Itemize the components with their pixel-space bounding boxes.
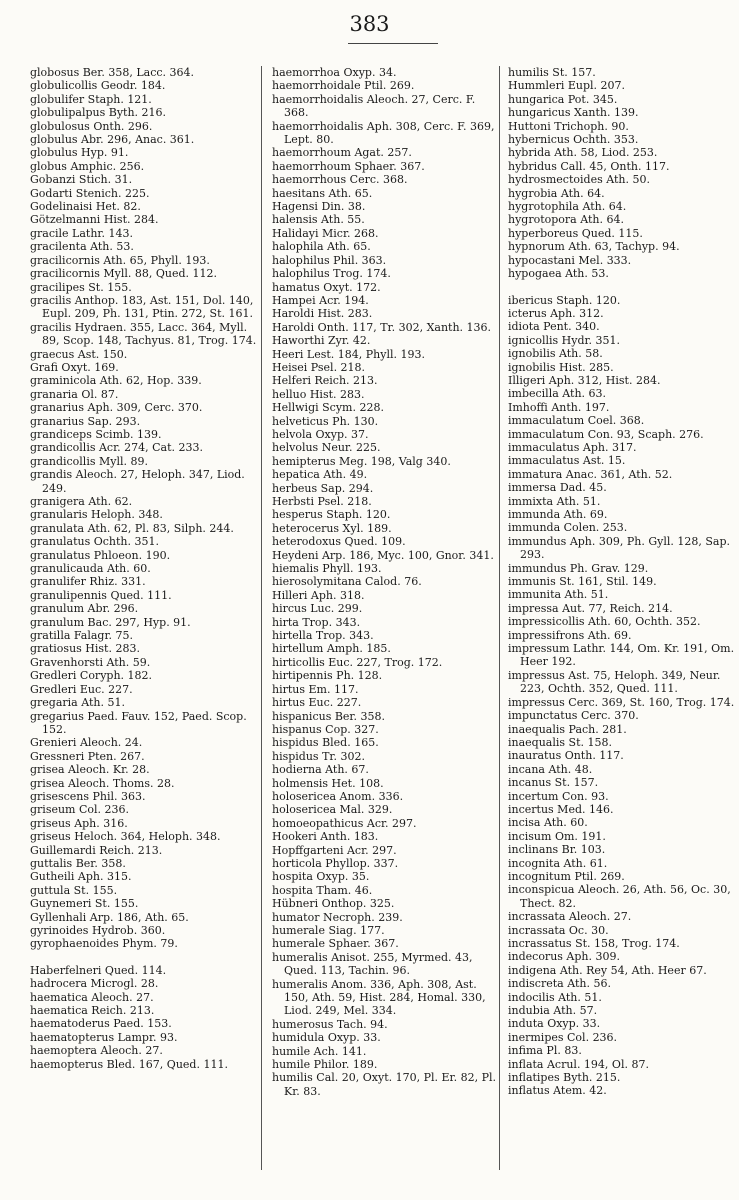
index-entry: ignobilis Hist. 285. — [508, 360, 614, 374]
index-entry: globulifer Staph. 121. — [30, 92, 152, 106]
index-entry: hadrocera Microgl. 28. — [30, 977, 159, 991]
index-entry: gracilenta Ath. 53. — [30, 240, 134, 254]
index-entry: Illigeri Aph. 312, Hist. 284. — [508, 373, 661, 387]
index-entry: immundus Ph. Grav. 129. — [508, 561, 649, 575]
index-entry: grandicollis Myll. 89. — [30, 454, 148, 468]
index-entry: halensis Ath. 55. — [272, 213, 365, 227]
index-entry: hypogaea Ath. 53. — [508, 267, 609, 281]
index-entry: granulipennis Qued. 111. — [30, 588, 172, 602]
index-entry: grisea Aleoch. Kr. 28. — [30, 763, 150, 777]
index-entry: granulicauda Ath. 60. — [30, 562, 151, 576]
index-entry: hirtus Em. 117. — [272, 682, 359, 696]
index-entry: incognita Ath. 61. — [508, 856, 608, 870]
index-entry: idiota Pent. 340. — [508, 320, 600, 334]
index-entry: incana Ath. 48. — [508, 762, 593, 776]
index-entry: granulata Ath. 62, Pl. 83, Silph. 244. — [30, 521, 234, 535]
index-entry: Gobanzi Stich. 31. — [30, 173, 133, 187]
index-entry: grandis Aleoch. 27, Heloph. 347, Liod. 249. — [30, 468, 245, 495]
index-entry: immunita Ath. 51. — [508, 588, 609, 602]
index-entry: impressus Cerc. 369, St. 160, Trog. 174. — [508, 695, 735, 709]
index-entry: hirticollis Euc. 227, Trog. 172. — [272, 655, 443, 669]
index-entry: Hampei Acr. 194. — [272, 293, 369, 307]
column-divider-2 — [499, 66, 500, 1170]
index-entry: Herbsti Psel. 218. — [272, 495, 372, 508]
index-entry: gregaria Ath. 51. — [30, 696, 125, 710]
index-entry: hispidus Bled. 165. — [272, 736, 379, 750]
index-entry: hungarica Pot. 345. — [508, 92, 618, 106]
index-entry: hierosolymitana Calod. 76. — [272, 575, 422, 589]
index-entry: guttula St. 155. — [30, 883, 118, 897]
index-entry: haemorrhoidalis Aph. 308, Cerc. F. 369, Lept. 80. — [272, 119, 495, 147]
index-column-2 — [272, 66, 502, 1098]
index-entry: ibericus Staph. 120. — [508, 293, 621, 307]
index-entry: hispidus Tr. 302. — [272, 749, 365, 763]
index-entry: humile Ach. 141. — [272, 1044, 367, 1058]
index-entry: hirtella Trop. 343. — [272, 629, 374, 643]
index-entry: incanus St. 157. — [508, 776, 599, 790]
index-entry: incognitum Ptil. 269. — [508, 869, 625, 883]
index-entry: icterus Aph. 312. — [508, 306, 604, 320]
page-number: 383 — [349, 12, 390, 36]
index-entry: infima Pl. 83. — [508, 1044, 582, 1058]
index-entry: Halidayi Micr. 268. — [272, 226, 379, 240]
index-entry: holosericea Mal. 329. — [272, 803, 393, 817]
header-rule — [348, 43, 438, 44]
index-entry: immaculatum Con. 93, Scaph. 276. — [508, 427, 704, 441]
index-entry: incertum Con. 93. — [508, 789, 609, 803]
index-entry: Imhoffi Anth. 197. — [508, 400, 610, 414]
index-entry: haemopterus Bled. 167, Qued. 111. — [30, 1057, 228, 1071]
index-entry: Gyllenhali Arp. 186, Ath. 65. — [30, 910, 189, 924]
index-entry: granularis Heloph. 348. — [30, 508, 163, 522]
index-entry: Gravenhorsti Ath. 59. — [30, 655, 151, 669]
index-entry: hygrotophila Ath. 64. — [508, 200, 627, 214]
index-entry: Heeri Lest. 184, Phyll. 193. — [272, 347, 425, 361]
index-entry: immatura Anac. 361, Ath. 52. — [508, 467, 673, 481]
index-entry: hypnorum Ath. 63, Tachyp. 94. — [508, 240, 680, 254]
index-entry: impunctatus Cerc. 370. — [508, 709, 639, 723]
index-entry: griseus Aph. 316. — [30, 816, 128, 830]
index-entry: inflata Acrul. 194, Ol. 87. — [508, 1057, 649, 1071]
index-entry: humilis Cal. 20, Oxyt. 170, Pl. Er. 82, Pl. Kr. 83. — [272, 1071, 497, 1098]
index-entry: hygrobia Ath. 64. — [508, 186, 605, 200]
index-entry: helveticus Ph. 130. — [272, 414, 379, 428]
index-entry: imbecilla Ath. 63. — [508, 387, 607, 401]
index-entry: immundus Aph. 309, Ph. Gyll. 128, Sap. 293. — [508, 534, 730, 562]
index-entry: gracile Lathr. 143. — [30, 226, 133, 240]
index-entry: hispanus Cop. 327. — [272, 722, 379, 736]
index-entry: induta Oxyp. 33. — [508, 1017, 601, 1031]
index-entry: horticola Phyllop. 337. — [272, 856, 399, 870]
index-entry: globulosus Onth. 296. — [30, 119, 153, 133]
index-entry: Haroldi Hist. 283. — [272, 307, 373, 321]
index-entry: impressa Aut. 77, Reich. 214. — [508, 601, 673, 615]
index-entry: inconspicua Aleoch. 26, Ath. 56, Oc. 30, Thect. 82. — [508, 883, 731, 910]
index-entry: gracilis Anthop. 183, Ast. 151, Dol. 140, Eupl. 209, Ph. 131, Ptin. 272, St. 161. — [30, 293, 254, 321]
index-entry: haesitans Ath. 65. — [272, 186, 373, 200]
index-entry: Godelinaisi Het. 82. — [30, 200, 141, 214]
index-entry: Heisei Psel. 218. — [272, 360, 366, 374]
index-entry: grisea Aleoch. Thoms. 28. — [30, 776, 175, 790]
index-entry: Hookeri Anth. 183. — [272, 830, 379, 844]
index-entry: grandicollis Acr. 274, Cat. 233. — [30, 441, 203, 455]
index-entry: indiscreta Ath. 56. — [508, 977, 611, 991]
index-entry: incrassata Aleoch. 27. — [508, 910, 632, 924]
index-entry: Huttoni Trichoph. 90. — [508, 119, 629, 133]
index-entry: granigera Ath. 62. — [30, 495, 133, 508]
index-entry: Hellwigi Scym. 228. — [272, 401, 384, 415]
index-entry: humidula Oxyp. 33. — [272, 1031, 381, 1045]
index-entry: incisum Om. 191. — [508, 829, 606, 843]
index-entry: Haberfelneri Qued. 114. — [30, 963, 167, 977]
index-entry: gratilla Falagr. 75. — [30, 629, 133, 643]
index-entry: granulifer Rhiz. 331. — [30, 575, 146, 589]
index-entry: immaculatus Ast. 15. — [508, 454, 626, 468]
index-entry: inermipes Col. 236. — [508, 1030, 618, 1044]
index-entry: Haroldi Onth. 117, Tr. 302, Xanth. 136. — [272, 320, 492, 334]
index-entry: gratiosus Hist. 283. — [30, 642, 140, 656]
index-entry: incrassatus St. 158, Trog. 174. — [508, 937, 680, 950]
index-entry: haematoderus Paed. 153. — [30, 1017, 172, 1031]
index-entry: inflatus Atem. 42. — [508, 1084, 607, 1098]
index-entry: globus Amphic. 256. — [30, 159, 145, 173]
index-entry: haematica Reich. 213. — [30, 1004, 155, 1018]
index-entry: immaculatus Aph. 317. — [508, 440, 637, 454]
index-entry: Haworthi Zyr. 42. — [272, 334, 371, 348]
index-entry: haemorrhoidalis Aleoch. 27, Cerc. F. 368. — [272, 92, 476, 120]
index-entry: gracilipes St. 155. — [30, 280, 132, 294]
index-entry: haemoptera Aleoch. 27. — [30, 1044, 163, 1058]
index-entry: haemorrhoum Agat. 257. — [272, 146, 412, 160]
index-entry: inauratus Onth. 117. — [508, 749, 624, 763]
index-entry: gracilicornis Ath. 65, Phyll. 193. — [30, 253, 210, 267]
index-entry: Guynemeri St. 155. — [30, 897, 139, 911]
index-entry: inaequalis St. 158. — [508, 735, 612, 749]
index-entry: Helferi Reich. 213. — [272, 374, 378, 388]
index-entry: herbeus Sap. 294. — [272, 481, 374, 495]
index-entry: hypocastani Mel. 333. — [508, 253, 632, 267]
index-entry: heterodoxus Qued. 109. — [272, 535, 406, 549]
index-entry: haemorrhoidale Ptil. 269. — [272, 79, 415, 93]
index-entry: Gredleri Euc. 227. — [30, 682, 133, 696]
index-entry: hyperboreus Qued. 115. — [508, 226, 643, 240]
index-entry: Gutheili Aph. 315. — [30, 870, 132, 884]
index-entry: gyrinoides Hydrob. 360. — [30, 924, 166, 937]
index-entry: humeralis Anisot. 255, Myrmed. 43, Qued. 113, Tachin. 96. — [272, 950, 473, 978]
index-entry: hircus Luc. 299. — [272, 602, 363, 616]
index-entry: granulatus Phloeon. 190. — [30, 548, 171, 562]
index-entry: hamatus Oxyt. 172. — [272, 280, 381, 294]
index-entry: immixta Ath. 51. — [508, 494, 601, 508]
index-entry: granarius Sap. 293. — [30, 414, 141, 428]
index-entry: globulicollis Geodr. 184. — [30, 79, 166, 93]
index-entry: guttalis Ber. 358. — [30, 856, 126, 870]
index-entry: hirtipennis Ph. 128. — [272, 669, 383, 683]
index-entry: humerale Siag. 177. — [272, 924, 385, 937]
index-entry: Götzelmanni Hist. 284. — [30, 213, 159, 227]
index-entry: humilis St. 157. — [508, 66, 596, 79]
index-column-3 — [508, 66, 738, 1098]
index-entry: humeralis Anom. 336, Aph. 308, Ast. 150, Ath. 59, Hist. 284, Homal. 330, Liod. 249, Mel. 334. — [272, 977, 486, 1018]
index-entry: granulum Bac. 297, Hyp. 91. — [30, 615, 191, 629]
index-entry: hirtus Euc. 227. — [272, 696, 362, 710]
index-entry: Grenieri Aleoch. 24. — [30, 736, 143, 750]
index-entry: hispanicus Ber. 358. — [272, 709, 385, 723]
index-entry: holmensis Het. 108. — [272, 776, 384, 790]
index-entry: gracilicornis Myll. 88, Qued. 112. — [30, 267, 217, 281]
index-entry: hungaricus Xanth. 139. — [508, 106, 639, 120]
index-entry: incertus Med. 146. — [508, 802, 614, 816]
index-entry: Heydeni Arp. 186, Myc. 100, Gnor. 341. — [272, 548, 494, 562]
index-entry: humerale Sphaer. 367. — [272, 937, 399, 951]
index-entry: indigena Ath. Rey 54, Ath. Heer 67. — [508, 963, 707, 977]
index-entry: globosus Ber. 358, Lacc. 364. — [30, 66, 195, 79]
index-entry: haematopterus Lampr. 93. — [30, 1030, 178, 1044]
index-entry: Godarti Stenich. 225. — [30, 186, 150, 200]
index-entry: incrassata Oc. 30. — [508, 923, 609, 937]
index-entry: immunis St. 161, Stil. 149. — [508, 575, 657, 589]
index-entry: helvola Oxyp. 37. — [272, 427, 369, 441]
index-entry: impressum Lathr. 144, Om. Kr. 191, Om. Heer 192. — [508, 642, 735, 669]
index-entry: impressicollis Ath. 60, Ochth. 352. — [508, 615, 701, 629]
index-entry: grisescens Phil. 363. — [30, 789, 146, 803]
index-entry: inclinans Br. 103. — [508, 843, 606, 857]
index-entry: gregarius Paed. Fauv. 152, Paed. Scop. 152. — [30, 709, 247, 736]
index-entry: gracilis Hydraen. 355, Lacc. 364, Myll. 89, Scop. 148, Tachyus. 81, Trog. 174. — [30, 320, 257, 348]
index-entry: hirtellum Amph. 185. — [272, 642, 391, 656]
index-entry: gyrophaenoides Phym. 79. — [30, 937, 178, 951]
index-entry: granulatus Ochth. 351. — [30, 535, 160, 549]
index-entry: hybrida Ath. 58, Liod. 253. — [508, 146, 658, 160]
index-entry: Hagensi Din. 38. — [272, 200, 366, 214]
index-entry: Gressneri Pten. 267. — [30, 749, 145, 763]
index-entry: granulum Abr. 296. — [30, 602, 139, 616]
index-entry: haemorrhoum Sphaer. 367. — [272, 159, 425, 173]
index-entry: griseus Heloch. 364, Heloph. 348. — [30, 830, 221, 844]
column-divider-1 — [261, 66, 262, 1170]
index-entry: globulipalpus Byth. 216. — [30, 106, 167, 120]
index-entry: immunda Colen. 253. — [508, 521, 628, 535]
index-entry: immunda Ath. 69. — [508, 508, 608, 521]
index-entry: impressus Ast. 75, Heloph. 349, Neur. 223, Ochth. 352, Qued. 111. — [508, 668, 721, 696]
index-entry: holosericea Anom. 336. — [272, 789, 404, 803]
index-entry: Hilleri Aph. 318. — [272, 588, 365, 602]
index-entry: hospita Tham. 46. — [272, 883, 373, 897]
index-entry: hesperus Staph. 120. — [272, 508, 391, 522]
index-entry: hiemalis Phyll. 193. — [272, 562, 382, 576]
index-entry: indubia Ath. 57. — [508, 1004, 598, 1018]
index-entry: graminicola Ath. 62, Hop. 339. — [30, 374, 202, 388]
index-entry: halophila Ath. 65. — [272, 240, 371, 254]
index-entry: granarius Aph. 309, Cerc. 370. — [30, 401, 203, 415]
index-entry: heterocerus Xyl. 189. — [272, 521, 392, 535]
index-entry: griseum Col. 236. — [30, 803, 130, 817]
index-entry: hybridus Call. 45, Onth. 117. — [508, 159, 670, 173]
index-entry: haemorrhoa Oxyp. 34. — [272, 66, 397, 79]
index-entry: hirta Trop. 343. — [272, 615, 361, 629]
index-entry: helluo Hist. 283. — [272, 387, 365, 401]
index-entry: Hübneri Onthop. 325. — [272, 897, 395, 911]
index-entry: ignicollis Hydr. 351. — [508, 333, 621, 347]
index-entry: hospita Oxyp. 35. — [272, 870, 370, 884]
index-entry: halophilus Phil. 363. — [272, 253, 387, 267]
index-entry: indocilis Ath. 51. — [508, 990, 602, 1004]
index-entry: hemipterus Meg. 198, Valg 340. — [272, 454, 451, 468]
section-gap — [30, 951, 260, 964]
index-entry: grandiceps Scimb. 139. — [30, 427, 162, 441]
index-entry: Gredleri Coryph. 182. — [30, 669, 153, 683]
index-entry: immaculatum Coel. 368. — [508, 414, 645, 428]
index-entry: impressifrons Ath. 69. — [508, 628, 632, 642]
index-entry: homoeopathicus Acr. 297. — [272, 816, 417, 830]
index-entry: humator Necroph. 239. — [272, 910, 403, 924]
index-entry: humile Philor. 189. — [272, 1058, 378, 1072]
index-entry: globulus Hyp. 91. — [30, 146, 129, 160]
index-entry: immersa Dad. 45. — [508, 481, 607, 495]
index-entry: graecus Ast. 150. — [30, 347, 128, 361]
index-entry: Hopffgarteni Acr. 297. — [272, 843, 397, 857]
index-entry: Guillemardi Reich. 213. — [30, 843, 163, 857]
index-entry: halophilus Trog. 174. — [272, 267, 391, 281]
index-entry: hybernicus Ochth. 353. — [508, 133, 639, 147]
index-column-1 — [30, 66, 260, 1071]
index-entry: hygrotopora Ath. 64. — [508, 213, 624, 227]
index-entry: haematica Aleoch. 27. — [30, 990, 154, 1004]
section-gap — [508, 281, 738, 294]
index-entry: inflatipes Byth. 215. — [508, 1071, 621, 1085]
index-entry: ignobilis Ath. 58. — [508, 347, 603, 361]
index-entry: granaria Ol. 87. — [30, 387, 119, 401]
index-entry: inaequalis Pach. 281. — [508, 722, 627, 736]
index-entry: haemorrhous Cerc. 368. — [272, 173, 408, 187]
index-entry: indecorus Aph. 309. — [508, 950, 620, 964]
index-entry: incisa Ath. 60. — [508, 816, 588, 830]
index-entry: globulus Abr. 296, Anac. 361. — [30, 133, 195, 147]
index-entry: helvolus Neur. 225. — [272, 441, 381, 455]
index-entry: humerosus Tach. 94. — [272, 1017, 388, 1031]
index-entry: Hummleri Eupl. 207. — [508, 79, 625, 93]
index-entry: hydrosmectoides Ath. 50. — [508, 173, 650, 187]
index-entry: hepatica Ath. 49. — [272, 468, 368, 482]
index-entry: hodierna Ath. 67. — [272, 763, 369, 777]
index-entry: Grafi Oxyt. 169. — [30, 360, 119, 374]
